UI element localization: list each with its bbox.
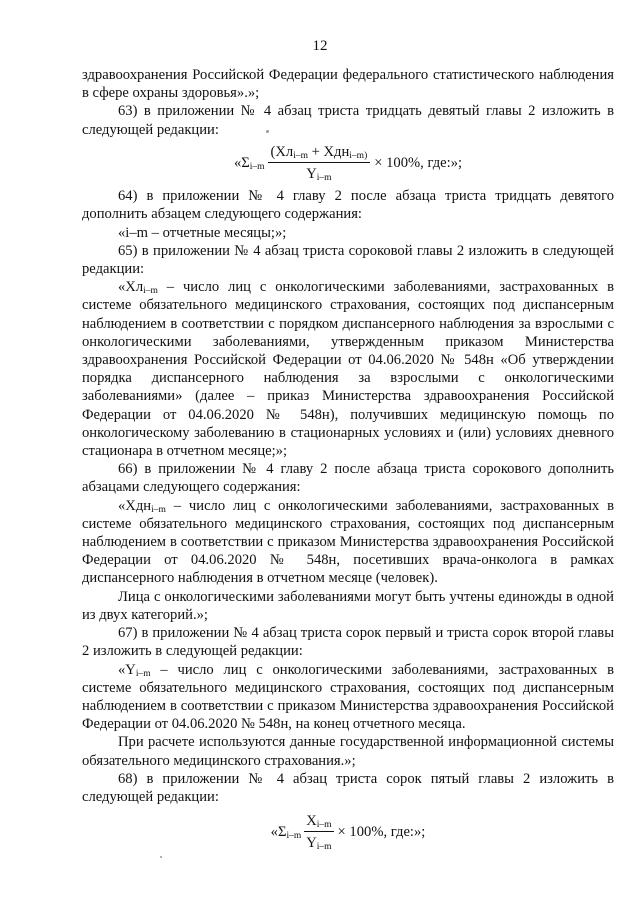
formula-2-numerator: $X_{i-m}$ (304, 812, 333, 832)
formula-1-denominator: $Y_{i-m}$ (306, 166, 332, 184)
paragraph-63: 63) в приложении № 4 абзац триста тридцать девятый главы 2 изложить в следующей редакции: (82, 103, 614, 138)
formula-1-suffix: × 100%, где:»; (374, 154, 463, 171)
paragraph-single-count: Лица с онкологическими заболеваниями могут быть учтены единожды в одной из двух категорий.»; (82, 588, 614, 623)
scan-speck (266, 130, 269, 133)
scan-speck (160, 856, 162, 858)
paragraph-months: «i–m – отчетные месяцы;»; (118, 224, 287, 241)
paragraph-hdn-definition: «Хдн$_{i-m}$ – число лиц с онкологическими заболеваниями, застрахованных в системе обязательного медицинского страхования, состоящих под диспансерным наблюдением в соответствии с приказом Министерства здравоохранения Российской Федерации от 04.06.2020 № 548н, посетивших врача-онколога в рамках диспансерного наблюдения в отчетном месяце (человек). (82, 497, 614, 587)
formula-2-fraction (304, 812, 333, 852)
formula-2-denominator: $Y_{i-m}$ (306, 835, 332, 853)
formula-1-numerator: ($Хл_{i-m} + Хдн_{i-m)}$ (268, 143, 371, 163)
formula-1 (82, 143, 614, 183)
paragraph-68: 68) в приложении № 4 абзац триста сорок пятый главы 2 изложить в следующей редакции: (82, 770, 614, 805)
document-body (82, 66, 614, 857)
paragraph-67: 67) в приложении № 4 абзац триста сорок первый и триста сорок второй главы 2 изложить в следующей редакции: (82, 625, 614, 660)
paragraph-data-source: При расчете используются данные государственной информационной системы обязательного медицинского страхования.»; (82, 734, 614, 769)
paragraph-66: 66) в приложении № 4 главу 2 после абзаца триста сорокового дополнить абзацами следующего содержания: (82, 461, 614, 496)
page-number: 12 (312, 38, 328, 54)
formula-2-suffix: × 100%, где:»; (337, 824, 426, 841)
formula-2 (82, 812, 614, 852)
paragraph-1: здравоохранения Российской Федерации федерального статистического наблюдения в сфере охраны здоровья».»; (82, 67, 614, 102)
paragraph-64: 64) в приложении № 4 главу 2 после абзаца триста тридцать девятого дополнить абзацем следующего содержания: (82, 188, 614, 223)
formula-2-sum: «$\Sigma_{i-m}$ (270, 824, 302, 842)
formula-1-sum: «$\Sigma_{i-m}$ (233, 154, 265, 172)
paragraph-hl-definition: «$Хл_{i-m}$ – число лиц с онкологическими заболеваниями, застрахованных в системе обязательного медицинского страхования, состоящих под диспансерным наблюдением в соответствии с порядком диспансерного наблюдения за взрослыми с онкологическими заболеваниями, утвержденным приказом Министерства здравоохранения Российской Федерации от 04.06.2020 № 548н «Об утверждении порядка диспансерного наблюдения за взрослыми с онкологическими заболеваниями» (далее – приказ Министерства здравоохранения Российской Федерации от 04.06.2020 № 548н), получивших медицинскую помощь по онкологическому заболеванию в стационарных условиях и (или) условиях дневного стационара в отчетном месяце;»; (82, 279, 614, 460)
paragraph-65: 65) в приложении № 4 абзац триста сороковой главы 2 изложить в следующей редакции: (82, 242, 614, 278)
formula-1-fraction (268, 143, 371, 183)
paragraph-y-definition: «$Y_{i-m}$ – число лиц с онкологическими заболеваниями, застрахованных в системе обязательного медицинского страхования, состоящих под диспансерным наблюдением в соответствии с приказом Министерства здравоохранения Российской Федерации от 04.06.2020 № 548н, на конец отчетного месяца. (82, 661, 614, 733)
